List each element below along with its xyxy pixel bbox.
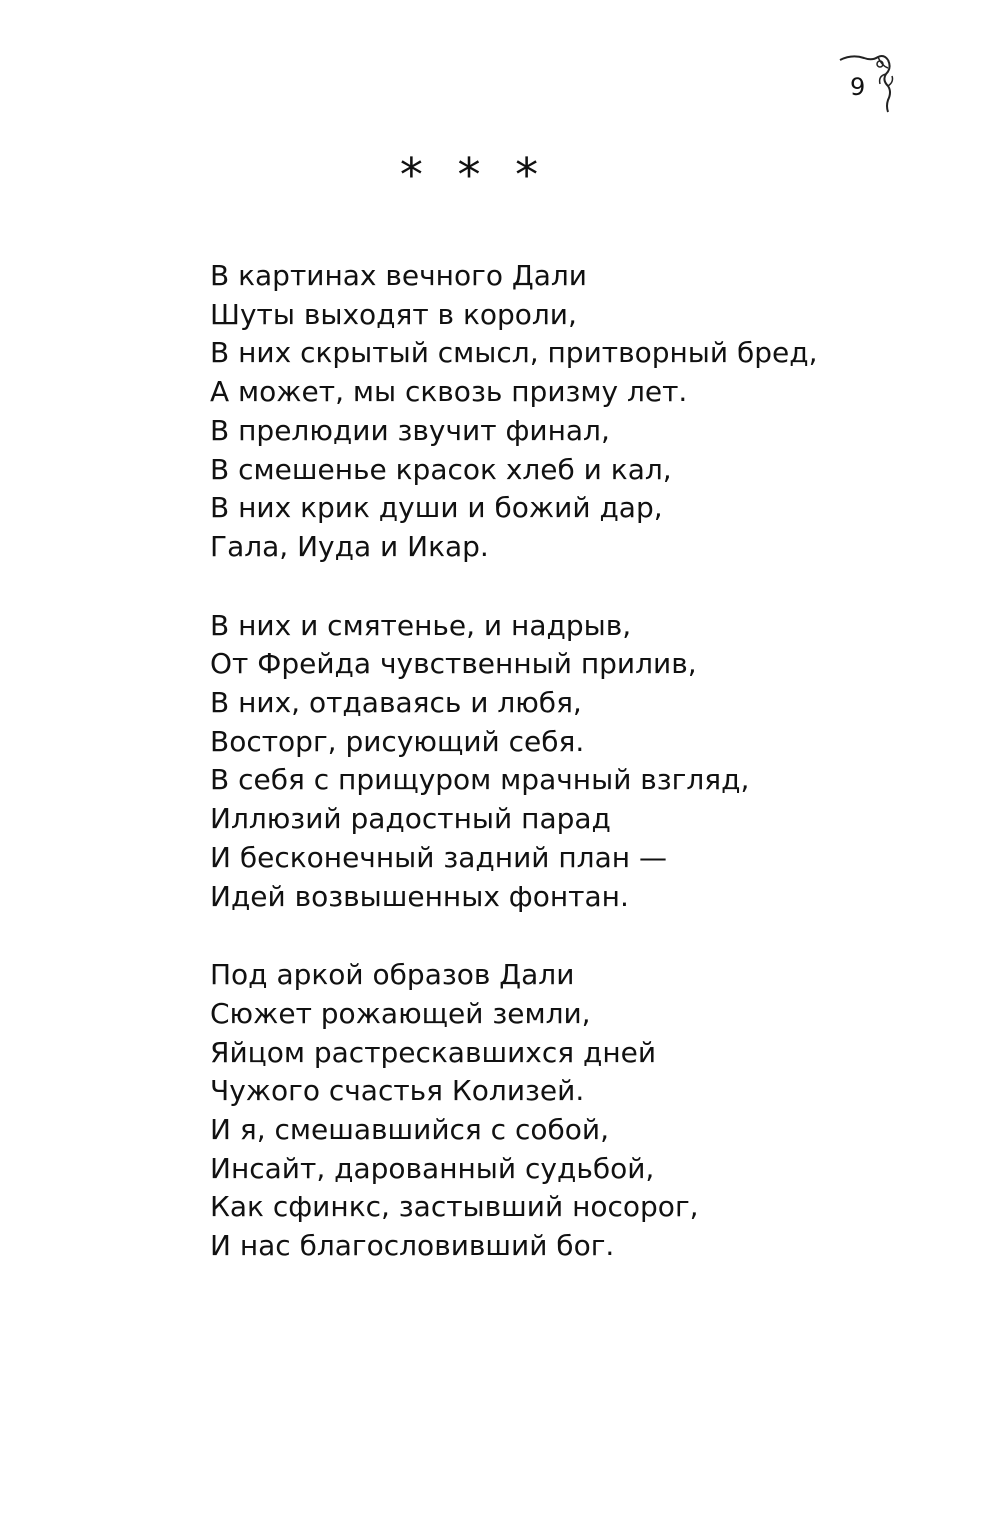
poem-line: В них крик души и божий дар,	[210, 491, 663, 525]
poem-line: В них скрытый смысл, притворный бред,	[210, 336, 818, 370]
poem	[210, 257, 910, 1306]
poem-line: Под аркой образов Дали	[210, 958, 575, 992]
poem-line: Шуты выходят в короли,	[210, 297, 577, 331]
poem-line: В них, отдаваясь и любя,	[210, 686, 582, 720]
poem-line: Инсайт, дарованный судьбой,	[210, 1151, 655, 1185]
poem-line: В смешенье красок хлеб и кал,	[210, 452, 672, 486]
poem-line: От Фрейда чувственный прилив,	[210, 647, 697, 681]
section-marker: * * *	[399, 148, 549, 202]
poem-line: Чужого счастья Колизей.	[210, 1074, 585, 1108]
stanza	[210, 956, 910, 1266]
poem-line: И бесконечный задний план —	[210, 840, 667, 874]
poem-line: Гала, Иуда и Икар.	[210, 529, 489, 563]
poem-line: Сюжет рожающей земли,	[210, 996, 591, 1030]
corner-ornament-icon	[838, 52, 898, 114]
poem-line: И нас благословивший бог.	[210, 1229, 615, 1263]
poem-line: Яйцом растрескавшихся дней	[210, 1035, 657, 1069]
stanza	[210, 607, 910, 917]
poem-line: В себя с прищуром мрачный взгляд,	[210, 763, 750, 797]
stanza	[210, 257, 910, 567]
poem-line: Иллюзий радостный парад	[210, 802, 611, 836]
poem-line: Как сфинкс, застывший носорог,	[210, 1190, 699, 1224]
poem-line: В картинах вечного Дали	[210, 259, 587, 292]
poem-line: В них и смятенье, и надрыв,	[210, 608, 632, 642]
poem-line: Восторг, рисующий себя.	[210, 724, 585, 758]
poem-line: И я, смешавшийся с собой,	[210, 1113, 609, 1147]
poem-line: В прелюдии звучит финал,	[210, 413, 610, 447]
page-number: 9	[850, 73, 866, 101]
poem-line: А может, мы сквозь призму лет.	[210, 375, 688, 409]
poem-line: Идей возвышенных фонтан.	[210, 879, 629, 913]
